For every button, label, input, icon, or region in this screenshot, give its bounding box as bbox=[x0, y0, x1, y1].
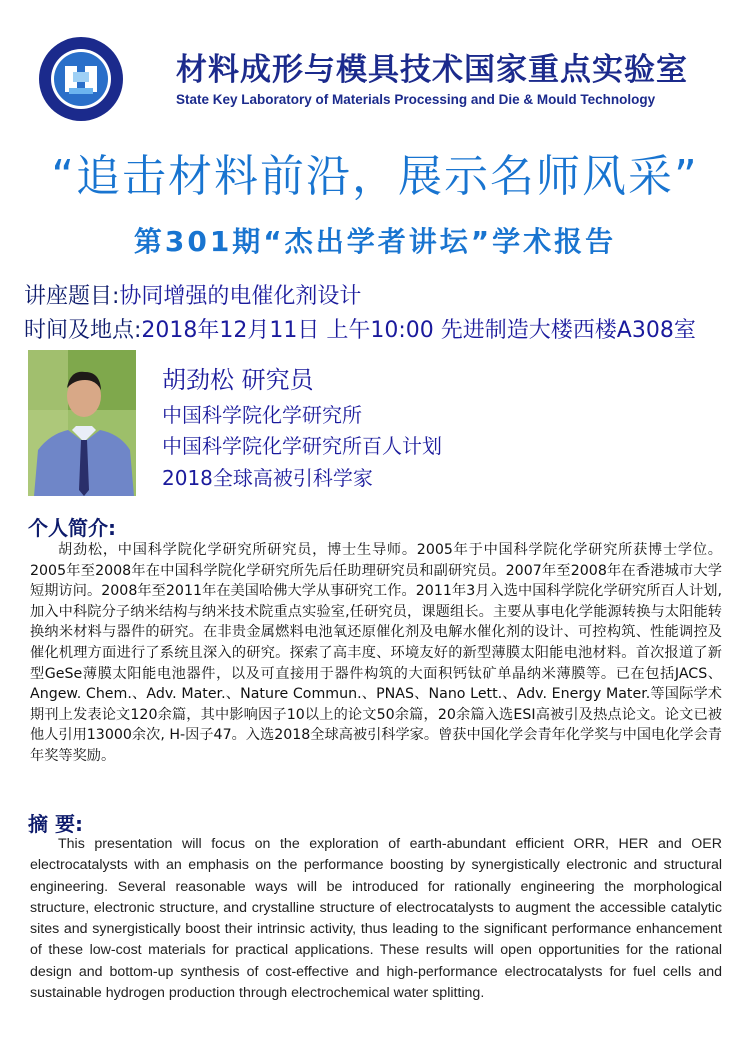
lab-name-en: State Key Laboratory of Materials Processing and Die & Mould Technology bbox=[176, 92, 656, 107]
topic-value: 协同增强的电催化剂设计 bbox=[119, 284, 362, 309]
abstract-title: 摘 要: bbox=[28, 812, 83, 836]
poster-header bbox=[0, 0, 750, 130]
lab-name-cn: 材料成形与模具技术国家重点实验室 bbox=[176, 52, 688, 88]
speaker-photo bbox=[28, 350, 136, 496]
speaker-affiliation-1: 中国科学院化学研究所 bbox=[162, 403, 362, 427]
speaker-affiliation-2: 中国科学院化学研究所百人计划 bbox=[162, 434, 442, 458]
speaker-affiliation-3: 2018全球高被引科学家 bbox=[162, 466, 373, 490]
topic-line bbox=[24, 279, 361, 310]
abstract-text: This presentation will focus on the exploration of earth-abundant efficient ORR, HER and OER electrocatalysts with an emphasis on the performance boosting by synergistically electronic and structural engineering. Several reasonable ways will be introduced for rationally engineering the morphological structure, electronic structure, and crystalline structure of electrocatalysts to augment the accessible catalytic sites and synergistically boost their intrinsic activity, thus leading to the significant performance enhancement of these low-cost materials for practical applications. These results will open opportunities for the rational design and bottom-up synthesis of cost-effective and high-performance electrocatalysts for fuel cells and sustainable hydrogen production through electrochemical water splitting. bbox=[30, 836, 722, 1002]
time-value: 2018年12月11日 上午10:00 先进制造大楼西楼A308室 bbox=[141, 318, 696, 343]
slogan: “追击材料前沿，展示名师风采” bbox=[51, 151, 699, 202]
bio-text: 胡劲松，中国科学院化学研究所研究员，博士生导师。2005年于中国科学院化学研究所获博士学位。2005年至2008年在中国科学院化学研究所先后任助理研究员和副研究员。2007年至2008年在香港城市大学短期访问。2008年至2011年在美国哈佛大学从事研究工作。2011年3月入选中国科学院化学研究所百人计划,加入中科院分子纳米结构与纳米技术院重点实验室,任研究员，课题组长。主要从事电化学能源转换与太阳能转换纳米材料与器件的研究。在非贵金属燃料电池氧还原催化剂及电解水催化剂的设计、可控构筑、性能调控及催化机理方面进行了系统且深入的研究。探索了高丰度、环境友好的新型薄膜太阳能电池材料。首次报道了新型GeSe薄膜太阳能电池器件，以及可直接用于器件构筑的大面积钙钛矿单晶纳米薄膜等。已在包括JACS、Angew. Chem.、Adv. Mater.、Nature Commun.、PNAS、Nano Lett.、Adv. Energy Mater.等国际学术期刊上发表论文120余篇，其中影响因子10以上的论文50余篇，20余篇入选ESI高被引及热点论文。论文已被他人引用13000余次, H-因子47。入选2018全球高被引科学家。曾获中国化学会青年化学奖与中国电化学会青年奖等奖励。 bbox=[30, 542, 722, 764]
time-location-line bbox=[24, 313, 696, 344]
speaker-name: 胡劲松 研究员 bbox=[162, 366, 314, 394]
bio-title: 个人简介: bbox=[28, 516, 116, 540]
time-label: 时间及地点: bbox=[24, 318, 142, 343]
lab-logo-icon bbox=[38, 36, 124, 122]
series-title: 第301期“杰出学者讲坛”学术报告 bbox=[133, 225, 617, 258]
topic-label: 讲座题目: bbox=[24, 284, 120, 309]
